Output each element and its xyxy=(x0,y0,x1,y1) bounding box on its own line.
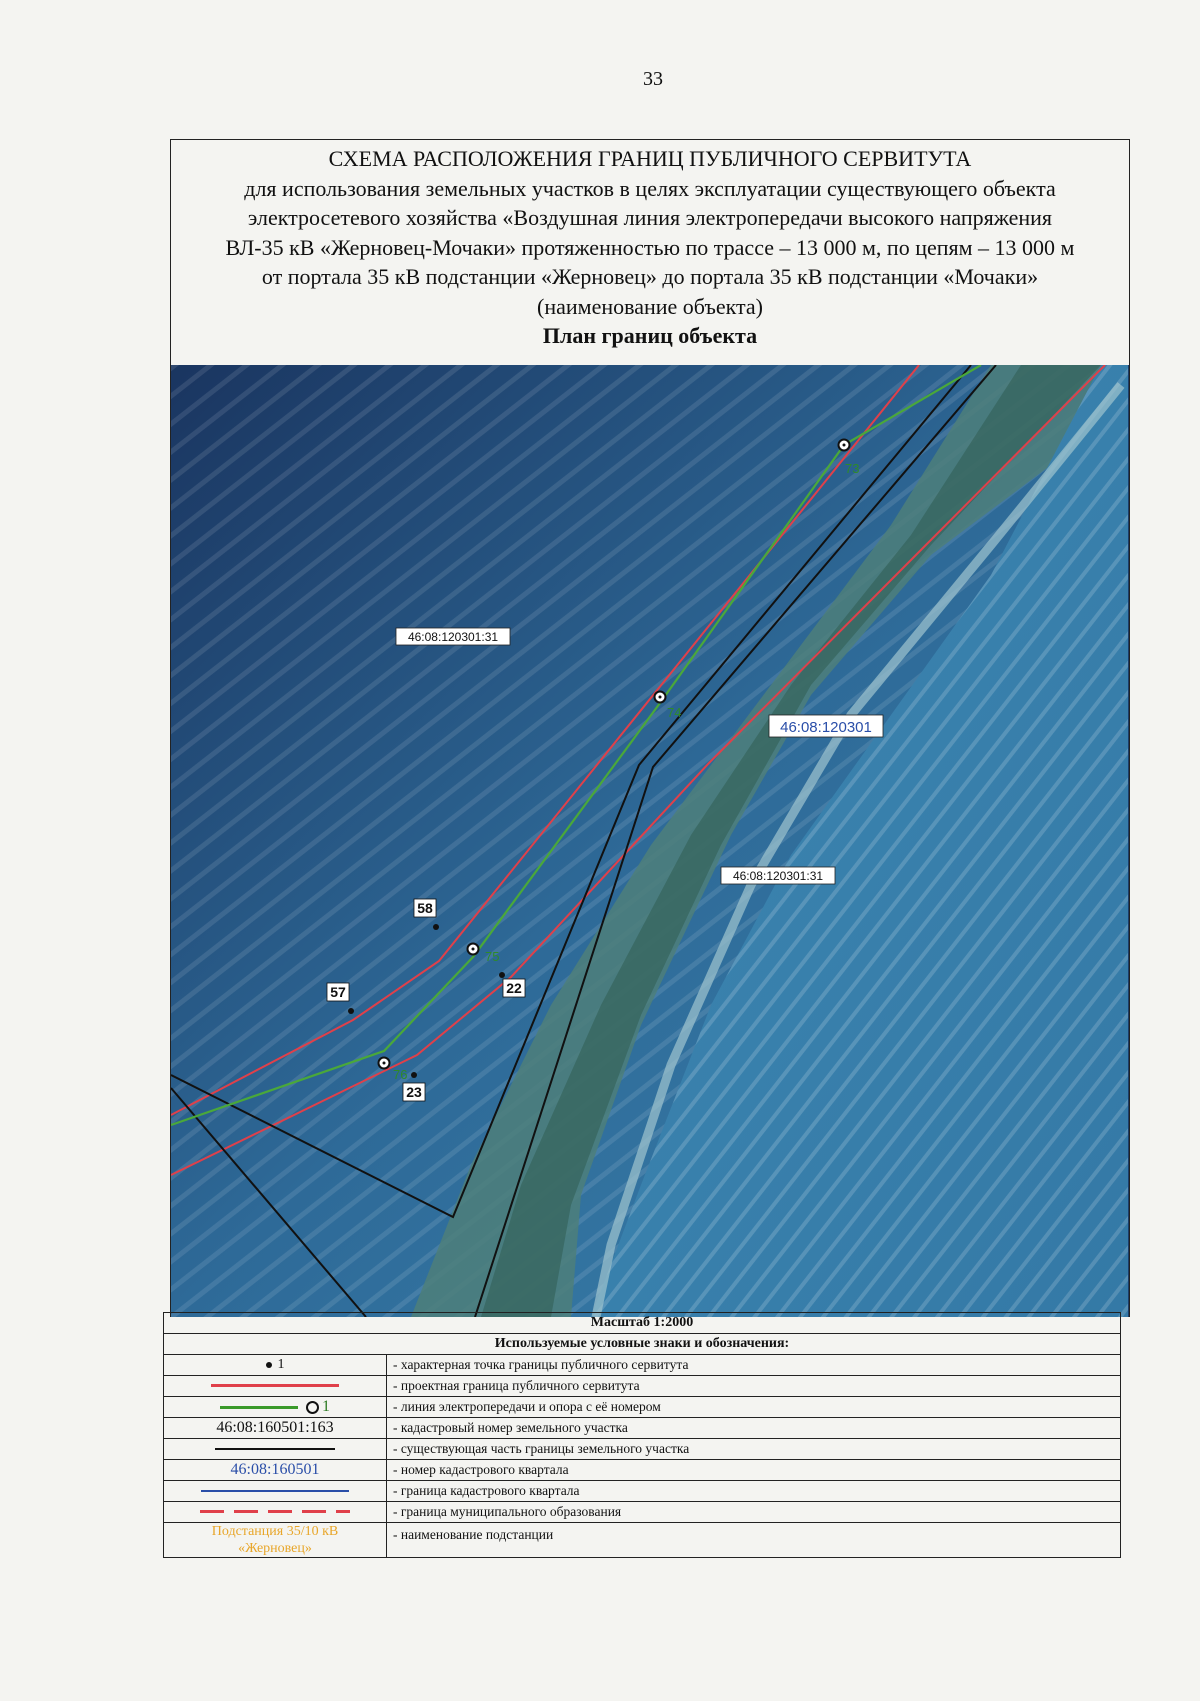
black-line-swatch xyxy=(215,1448,335,1450)
legend-blue-symbol xyxy=(164,1481,387,1502)
parcel-label-upper xyxy=(396,628,510,645)
legend-blue-desc: - граница кадастрового квартала xyxy=(387,1481,1121,1502)
legend-line-desc: - линия электропередачи и опора с её номером xyxy=(387,1397,1121,1418)
title-line-3: электросетевого хозяйства «Воздушная линия электропередачи высокого напряжения xyxy=(247,205,1053,230)
point-dot-icon xyxy=(266,1362,272,1368)
substation-name-line-1: Подстанция 35/10 кВ xyxy=(211,1524,339,1539)
substation-name-line-2: «Жерновец» xyxy=(238,1541,312,1556)
green-line-swatch xyxy=(220,1406,298,1409)
map-canvas xyxy=(171,365,1128,1317)
point-label-57: 57 xyxy=(330,984,346,1000)
pole-label-76: 76 xyxy=(393,1067,408,1082)
legend-quarter-code: 46:08:160501 xyxy=(164,1460,387,1481)
title-line-4: ВЛ-35 кВ «Жерновец-Мочаки» протяженностью по трассе – 13 000 м, по цепям – 13 000 м xyxy=(225,234,1075,260)
legend-dash-symbol xyxy=(164,1502,387,1523)
parcel-label-lower-text: 46:08:120301:31 xyxy=(732,869,824,883)
point-number: 1 xyxy=(277,1357,285,1372)
legend-cad-desc: - кадастровый номер земельного участка xyxy=(387,1418,1121,1439)
point-label-23: 23 xyxy=(406,1084,422,1100)
title-line-6: (наименование объекта) xyxy=(537,293,763,319)
legend-heading: Используемые условные знаки и обозначения: xyxy=(164,1334,1121,1355)
legend-dash-desc: - граница муниципального образования xyxy=(387,1502,1121,1523)
parcel-label-lower xyxy=(721,867,835,884)
point-label-58: 58 xyxy=(417,900,433,916)
scale-label: Масштаб 1:2000 xyxy=(164,1313,1121,1334)
legend-line-symbol xyxy=(164,1397,387,1418)
page-number: 33 xyxy=(643,68,663,90)
legend-table xyxy=(163,1312,1121,1558)
pole-ring-icon xyxy=(306,1401,319,1414)
point-label-22: 22 xyxy=(506,980,522,996)
pole-number: 1 xyxy=(322,1398,330,1415)
dashed-line-swatch xyxy=(200,1510,350,1513)
map-view xyxy=(170,365,1130,1317)
title-line-5: от портала 35 кВ подстанции «Жерновец» до портала 35 кВ подстанции «Мочаки» xyxy=(261,264,1039,289)
pole-label-75: 75 xyxy=(485,949,500,964)
legend-red-symbol xyxy=(164,1376,387,1397)
title-line-1: СХЕМА РАСПОЛОЖЕНИЯ ГРАНИЦ ПУБЛИЧНОГО СЕРВИТУТА xyxy=(328,146,972,171)
red-line-swatch xyxy=(211,1384,339,1387)
title-block xyxy=(170,139,1130,365)
legend-black-symbol xyxy=(164,1439,387,1460)
title-line-2: для использования земельных участков в целях эксплуатации существующего объекта xyxy=(244,175,1056,201)
parcel-label-upper-text: 46:08:120301:31 xyxy=(407,630,499,644)
pole-label-73: 73 xyxy=(845,461,860,476)
legend-substation-desc: - наименование подстанции xyxy=(387,1523,1121,1558)
legend-point-symbol xyxy=(164,1355,387,1376)
legend-substation-name xyxy=(164,1523,387,1558)
quarter-label-text: 46:08:120301 xyxy=(780,719,872,736)
legend-quarter-desc: - номер кадастрового квартала xyxy=(387,1460,1121,1481)
legend-red-desc: - проектная граница публичного сервитута xyxy=(387,1376,1121,1397)
pole-label-74: 74 xyxy=(667,705,682,720)
plan-subtitle: План границ объекта xyxy=(542,323,758,348)
legend-point-desc: - характерная точка границы публичного сервитута xyxy=(387,1355,1121,1376)
legend-cad-code: 46:08:160501:163 xyxy=(164,1418,387,1439)
blue-line-swatch xyxy=(201,1490,349,1492)
legend-black-desc: - существующая часть границы земельного участка xyxy=(387,1439,1121,1460)
quarter-label xyxy=(769,715,883,737)
